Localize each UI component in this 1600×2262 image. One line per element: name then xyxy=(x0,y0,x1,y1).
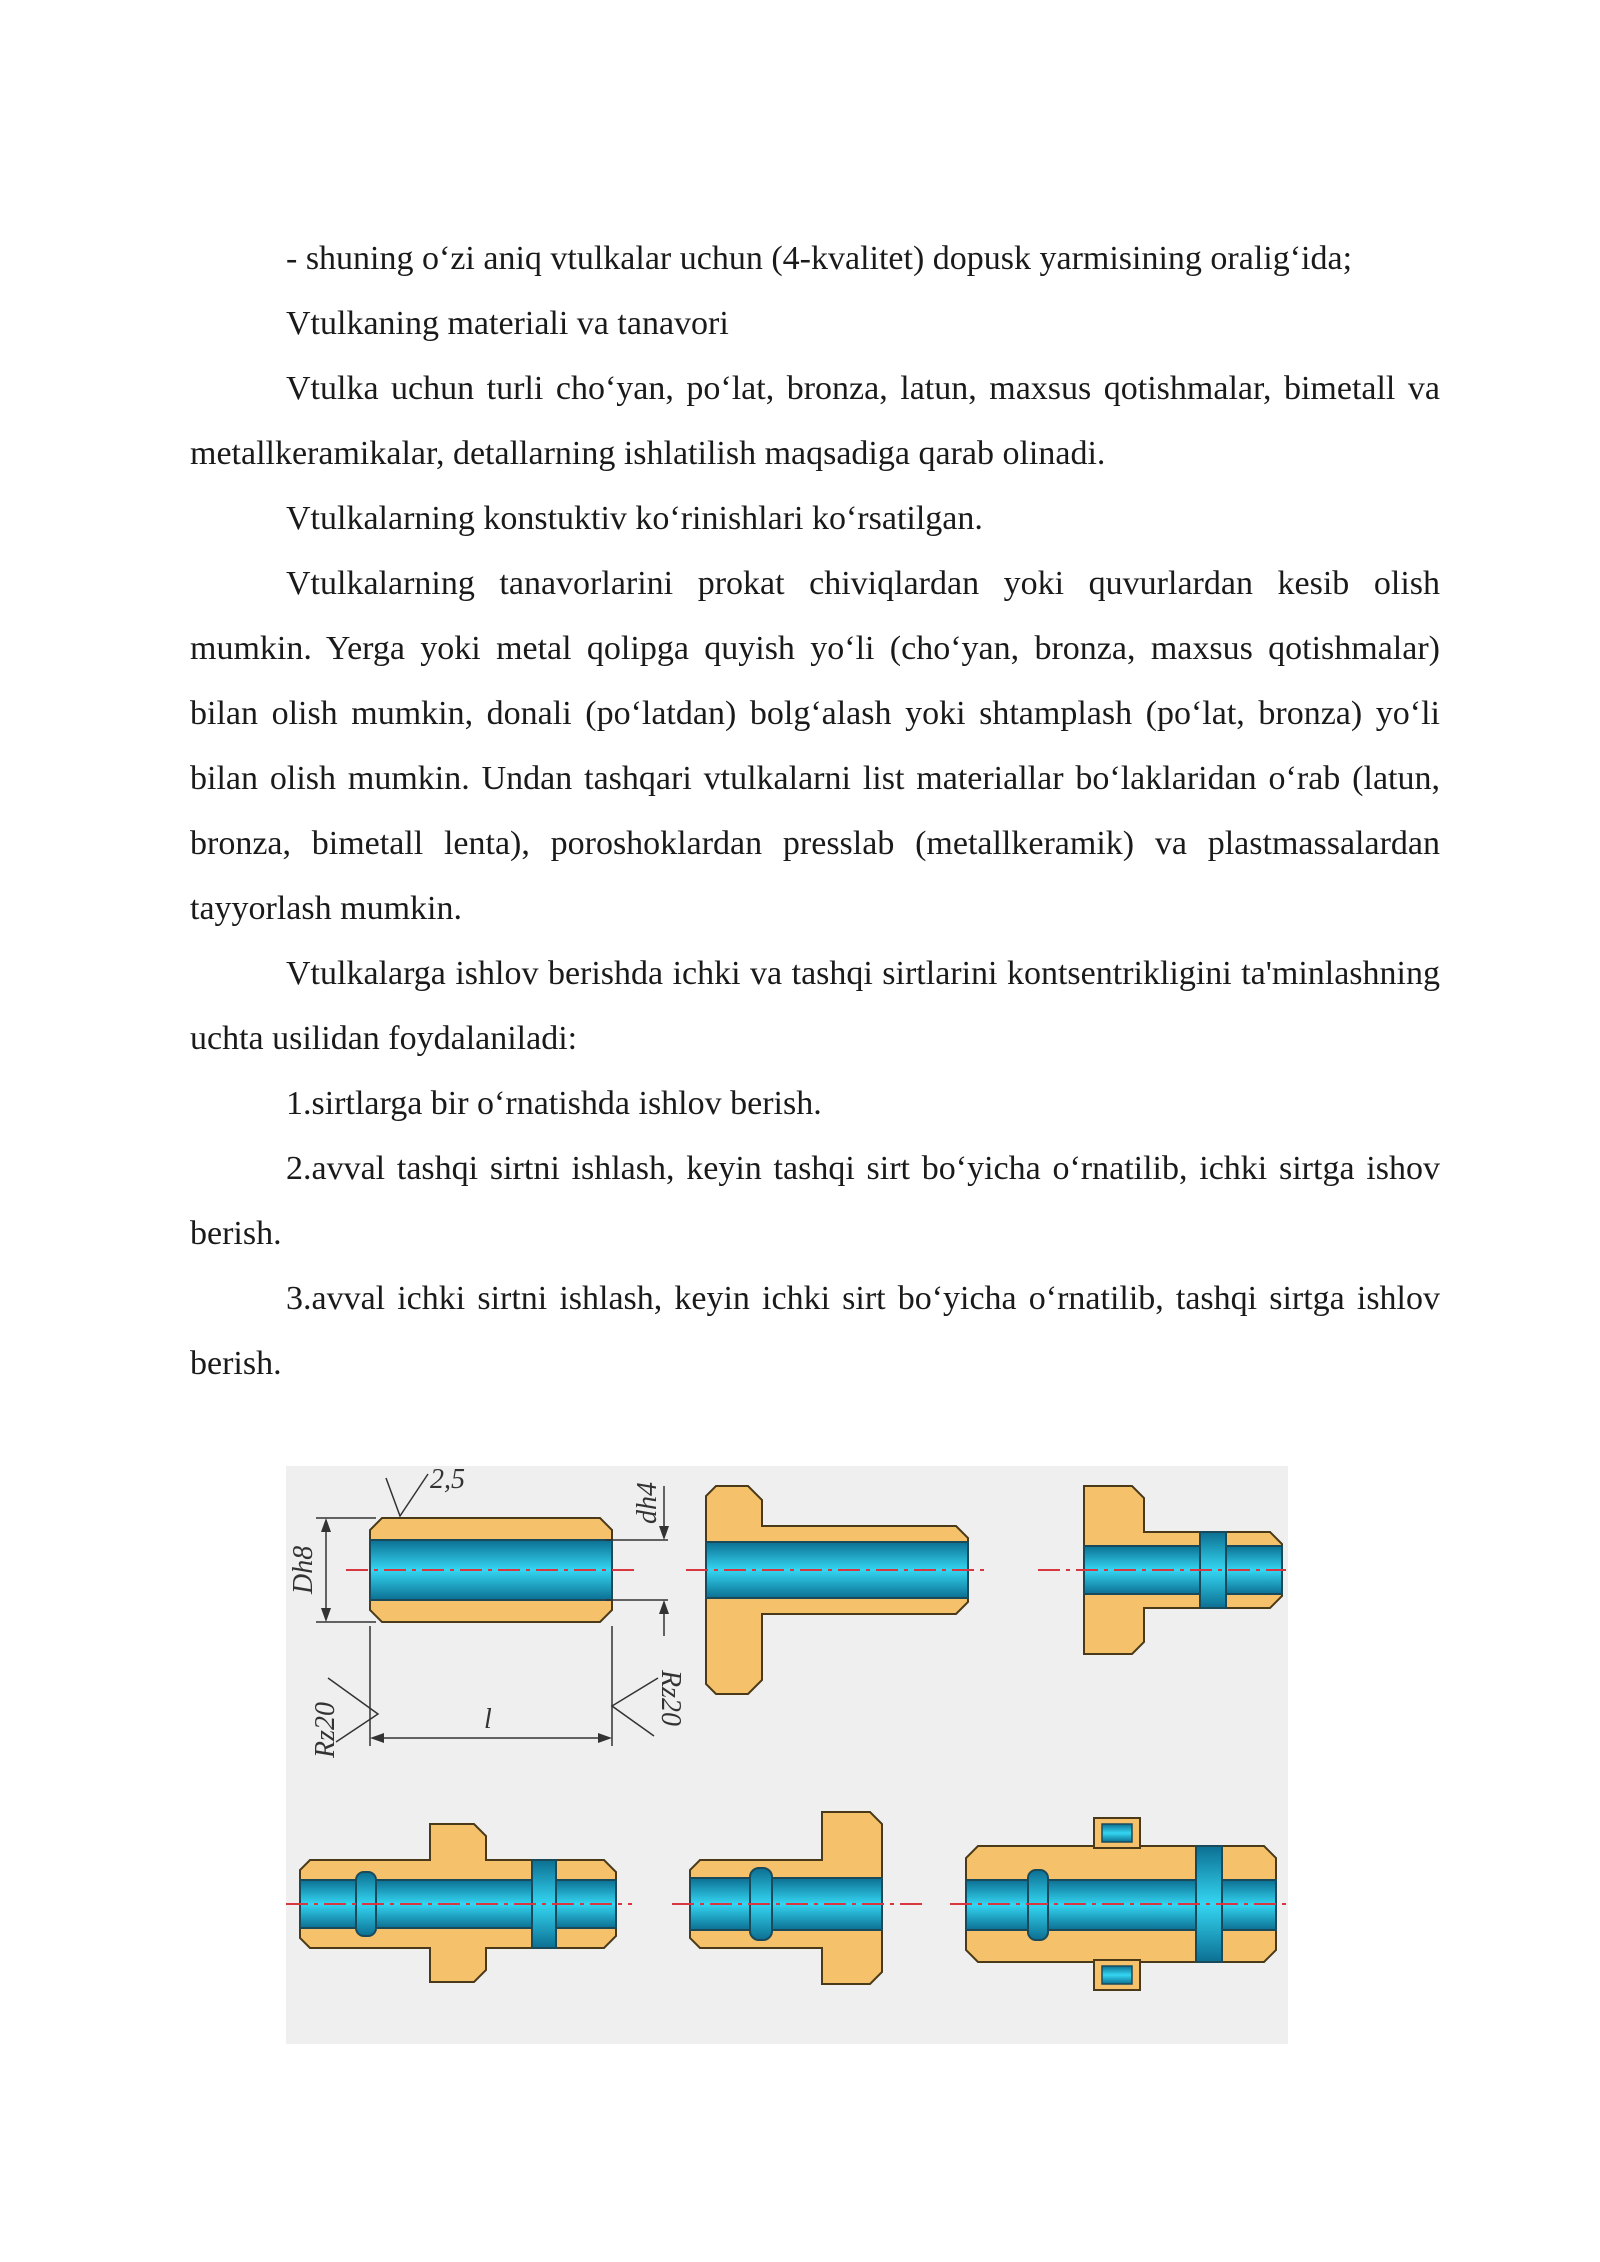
paragraph: Vtulkalarning tanavorlarini prokat chiviqlardan yoki quvurlardan kesib olish mumkin. Yerga yoki metal qolipga quyish yo‘li (cho‘yan, bronza, maxsus qotishmalar) bilan olish mumkin, donali (po‘latdan) bolg‘alash yoki shtamplash (po‘lat, bronza) yo‘li bilan olish mumkin. Undan tashqari vtulkalarni list materiallar bo‘laklaridan o‘rab (latun, bronza, bimetall lenta), poroshoklardan presslab (metallkeramik) va plastmassalardan tayyorlash mumkin. xyxy=(190,565,1440,927)
roughness-left-label: Rz20 xyxy=(310,1702,341,1758)
outer-diameter-label: Dh8 xyxy=(288,1545,319,1594)
section-heading: Vtulkaning materiali va tanavori xyxy=(286,305,729,342)
list-item: 2.avval tashqi sirtni ishlash, keyin tashqi sirt bo‘yicha o‘rnatilib, ichki sirtga ishov berish. xyxy=(190,1150,1440,1252)
document-body xyxy=(190,226,1440,1396)
bushing-designs-figure xyxy=(286,1466,1288,2044)
length-label: l xyxy=(484,1704,492,1735)
list-item: 1.sirtlarga bir o‘rnatishda ishlov berish. xyxy=(286,1085,822,1122)
paragraph: Vtulkalarning konstuktiv ko‘rinishlari ko‘rsatilgan. xyxy=(286,500,983,537)
bushing-drawings xyxy=(286,1466,1288,2044)
paragraph: - shuning o‘zi aniq vtulkalar uchun (4-kvalitet) dopusk yarmisining oralig‘ida; xyxy=(286,240,1353,277)
roughness-top-label: 2,5 xyxy=(430,1466,465,1495)
paragraph: Vtulka uchun turli cho‘yan, po‘lat, bronza, latun, maxsus qotishmalar, bimetall va metallkeramikalar, detallarning ishlatilish maqsadiga qarab olinadi. xyxy=(190,370,1440,472)
inner-diameter-label: dh4 xyxy=(632,1482,663,1524)
list-item: 3.avval ichki sirtni ishlash, keyin ichki sirt bo‘yicha o‘rnatilib, tashqi sirtga ishlov berish. xyxy=(190,1280,1440,1382)
bushing-plain-dimensioned xyxy=(288,1466,686,1759)
bushing-flanged-with-hole xyxy=(1038,1486,1286,1654)
roughness-right-label: Rz20 xyxy=(655,1670,686,1726)
bushing-flanged xyxy=(686,1486,986,1694)
bushing-end-collar xyxy=(672,1812,926,1984)
bushing-center-collar xyxy=(286,1824,632,1982)
bushing-with-screws xyxy=(950,1818,1286,1990)
paragraph: Vtulkalarga ishlov berishda ichki va tashqi sirtlarini kontsentrikligini ta'minlashning uchta usilidan foydalaniladi: xyxy=(190,955,1440,1057)
